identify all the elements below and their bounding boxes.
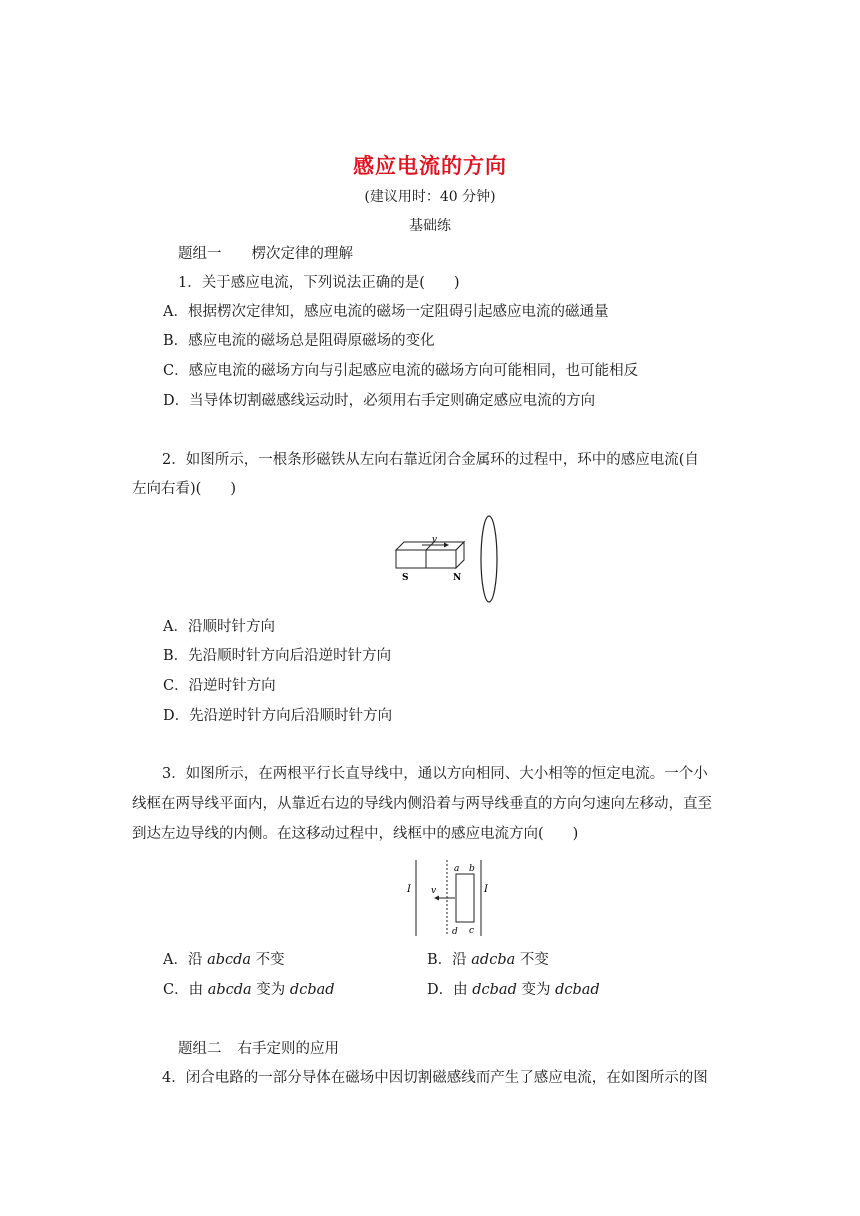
q2-stem-line2: 左向右看)( ) [132, 481, 236, 497]
group2-heading [178, 1039, 339, 1059]
option-path-from: dcbad [472, 982, 517, 998]
metal-ring [481, 516, 497, 602]
option-path: abcda [207, 952, 252, 968]
option-path: adcba [471, 952, 516, 968]
option-prefix: B．沿 [427, 952, 472, 968]
corner-c-label: c [469, 926, 475, 936]
q3-stem-line1: 3．如图所示，在两根平行长直导线中，通以方向相同、大小相等的恒定电流。一个小 [162, 766, 708, 782]
q3-option-a [163, 950, 285, 970]
corner-a-label: a [454, 864, 460, 874]
q2-option-d: D．先沿逆时针方向后沿顺时针方向 [163, 708, 393, 724]
group1-heading [178, 244, 353, 264]
option-suffix: 不变 [251, 952, 285, 968]
q4-stem-line1: 4．闭合电路的一部分导体在磁场中因切割磁感线而产生了感应电流，在如图所示的图 [162, 1070, 708, 1086]
bar-magnet [396, 542, 464, 568]
option-prefix: A．沿 [163, 952, 208, 968]
option-path-to: dcbad [555, 982, 600, 998]
q1-option-d: D．当导体切割磁感线运动时，必须用右手定则确定感应电流的方向 [163, 393, 596, 409]
parallel-wires-figure [398, 856, 498, 942]
corner-b-label: b [469, 864, 475, 874]
south-pole-label: S [402, 573, 409, 583]
q2-option-a: A．沿顺时针方向 [163, 619, 275, 635]
section-heading: 基础练 [409, 218, 451, 234]
q1-option-c: C．感应电流的磁场方向与引起感应电流的磁场方向可能相同，也可能相反 [163, 363, 639, 379]
q3-option-b [427, 950, 549, 970]
time-hint: (建议用时：40 分钟) [364, 189, 496, 205]
option-middle: 变为 [516, 982, 556, 998]
group1-label: 题组一 [178, 246, 222, 262]
north-pole-label: N [453, 573, 462, 583]
page-title: 感应电流的方向 [353, 153, 507, 178]
group2-label: 题组二 [178, 1041, 222, 1057]
corner-d-label: d [452, 927, 458, 937]
magnet-ring-figure [390, 512, 506, 608]
q2-option-b: B．先沿顺时针方向后沿逆时针方向 [163, 648, 392, 664]
option-prefix: D．由 [427, 982, 473, 998]
group2-name: 右手定则的应用 [237, 1041, 339, 1057]
right-current-label: I [484, 884, 488, 895]
q2-option-c: C．沿逆时针方向 [163, 678, 276, 694]
q1-option-a: A．根据楞次定律知，感应电流的磁场一定阻碍引起感应电流的磁通量 [163, 304, 609, 320]
velocity-arrow [434, 896, 455, 901]
velocity-label: v [432, 535, 438, 545]
q2-stem-line1: 2．如图所示，一根条形磁铁从左向右靠近闭合金属环的过程中，环中的感应电流(自 [162, 452, 699, 468]
option-middle: 变为 [251, 982, 290, 998]
option-path-from: abcda [207, 982, 252, 998]
left-current-label: I [407, 884, 411, 895]
option-prefix: C．由 [163, 982, 208, 998]
velocity-label: v [431, 886, 437, 896]
group1-name: 楞次定律的理解 [251, 246, 353, 262]
option-suffix: 不变 [515, 952, 549, 968]
q1-stem: 1．关于感应电流，下列说法正确的是( ) [178, 275, 460, 291]
q3-stem-line2: 线框在两导线平面内，从靠近右边的导线内侧沿着与两导线垂直的方向匀速向左移动，直至 [132, 796, 712, 812]
q3-option-d [427, 980, 600, 1000]
option-path-to: dcbad [289, 982, 335, 998]
wire-frame [456, 874, 474, 922]
q3-option-c [163, 980, 335, 1000]
q1-option-b: B．感应电流的磁场总是阻碍原磁场的变化 [163, 333, 435, 349]
q3-stem-line3: 到达左边导线的内侧。在这移动过程中，线框中的感应电流方向( ) [132, 826, 579, 842]
